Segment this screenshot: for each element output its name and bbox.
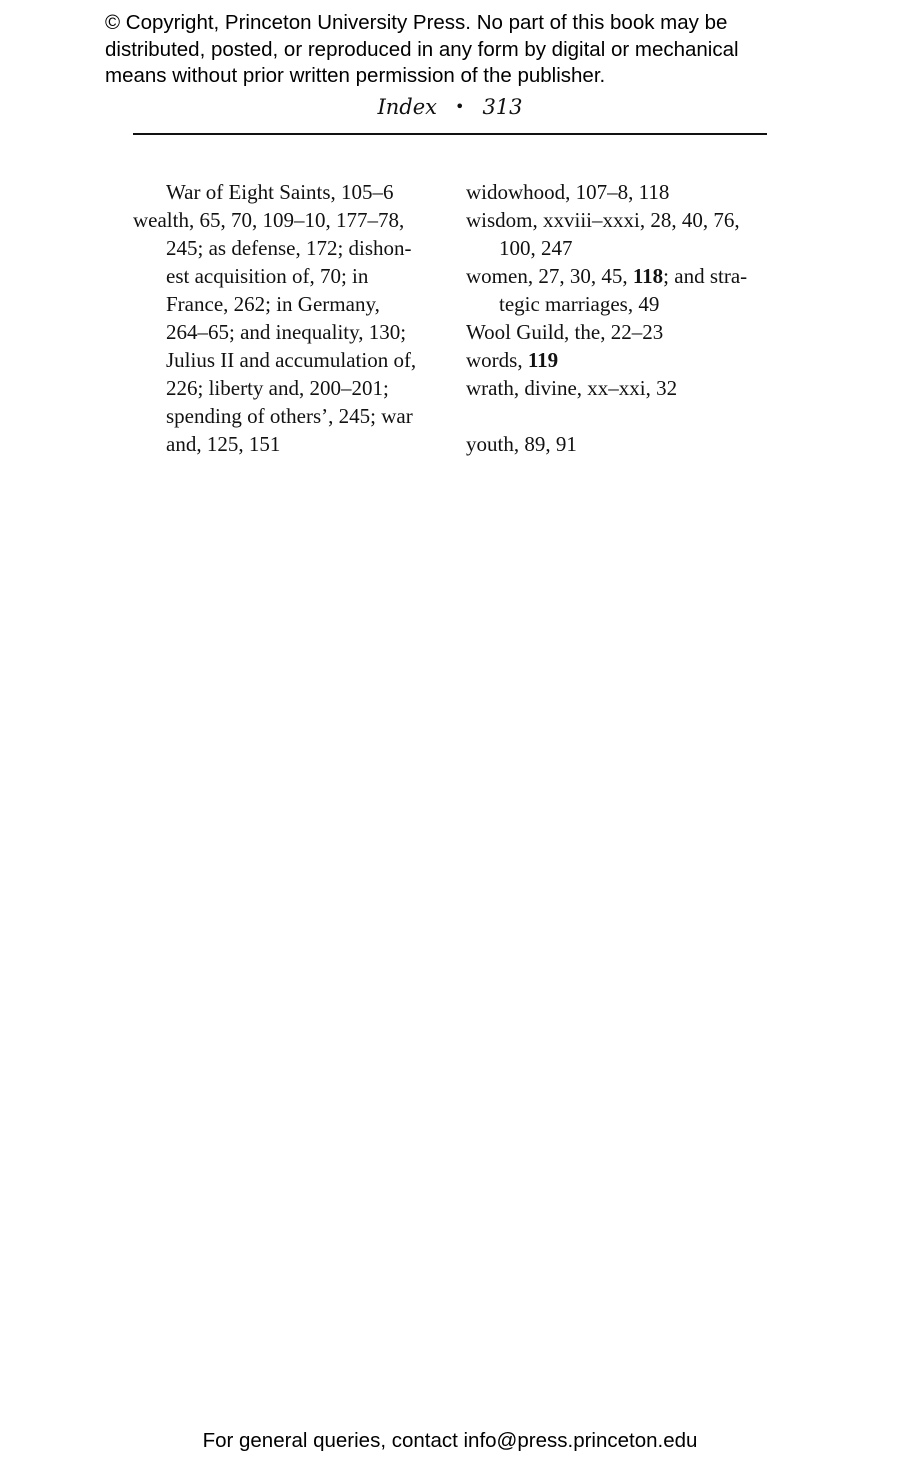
index-entry bbox=[466, 430, 776, 458]
entry-line: spending of others’, 245; war bbox=[166, 404, 413, 428]
entry-line: and, 125, 151 bbox=[166, 432, 281, 456]
index-entry bbox=[133, 206, 443, 458]
index-entry bbox=[466, 206, 776, 262]
entry-line: 100, 247 bbox=[499, 236, 573, 260]
letter-gap bbox=[466, 402, 776, 430]
footer-contact: For general queries, contact info@press.princeton.edu bbox=[202, 1429, 698, 1452]
entry-line: 264–65; and inequality, 130; bbox=[166, 320, 407, 344]
copyright-line: © Copyright, Princeton University Press. No part of this book may be bbox=[105, 11, 728, 34]
index-entry bbox=[466, 178, 776, 206]
index-entry bbox=[466, 374, 776, 402]
bullet-separator: • bbox=[455, 97, 465, 116]
index-entry bbox=[133, 178, 443, 206]
copyright-line: means without prior written permission of the publisher. bbox=[105, 64, 606, 87]
entry-line: tegic marriages, 49 bbox=[499, 292, 660, 316]
index-column-right bbox=[466, 178, 776, 458]
entry-line: War of Eight Saints, 105–6 bbox=[166, 180, 394, 204]
index-entry bbox=[466, 318, 776, 346]
entry-line: France, 262; in Germany, bbox=[166, 292, 380, 316]
entry-text: words, bbox=[466, 348, 528, 372]
entry-line: Julius II and accumulation of, bbox=[166, 348, 417, 372]
copyright-notice bbox=[105, 10, 825, 90]
index-column-left bbox=[133, 178, 443, 458]
entry-line: youth, 89, 91 bbox=[466, 432, 577, 456]
copyright-line: distributed, posted, or reproduced in any form by digital or mechanical bbox=[105, 37, 739, 61]
entry-text: ; and stra- bbox=[663, 264, 748, 288]
section-title: Index bbox=[377, 95, 437, 119]
entry-line bbox=[466, 262, 776, 290]
entry-line: wrath, divine, xx–xxi, 32 bbox=[466, 376, 678, 400]
running-head bbox=[133, 92, 767, 122]
entry-text: women, 27, 30, 45, bbox=[466, 264, 633, 288]
entry-line: 245; as defense, 172; dishon- bbox=[166, 236, 412, 260]
entry-line: 226; liberty and, 200–201; bbox=[166, 376, 389, 400]
bold-page-ref: 119 bbox=[527, 348, 559, 372]
entry-line: wealth, 65, 70, 109–10, 177–78, bbox=[133, 208, 405, 232]
entry-line: widowhood, 107–8, 118 bbox=[466, 180, 670, 204]
entry-line: wisdom, xxviii–xxxi, 28, 40, 76, bbox=[466, 208, 740, 232]
page-number: 313 bbox=[482, 95, 523, 119]
header-rule bbox=[133, 133, 767, 135]
bold-page-ref: 118 bbox=[632, 264, 664, 288]
entry-line bbox=[466, 346, 776, 374]
entry-line: est acquisition of, 70; in bbox=[166, 264, 369, 288]
entry-line: Wool Guild, the, 22–23 bbox=[466, 320, 664, 344]
index-entry bbox=[466, 262, 776, 318]
index-entry bbox=[466, 346, 776, 374]
